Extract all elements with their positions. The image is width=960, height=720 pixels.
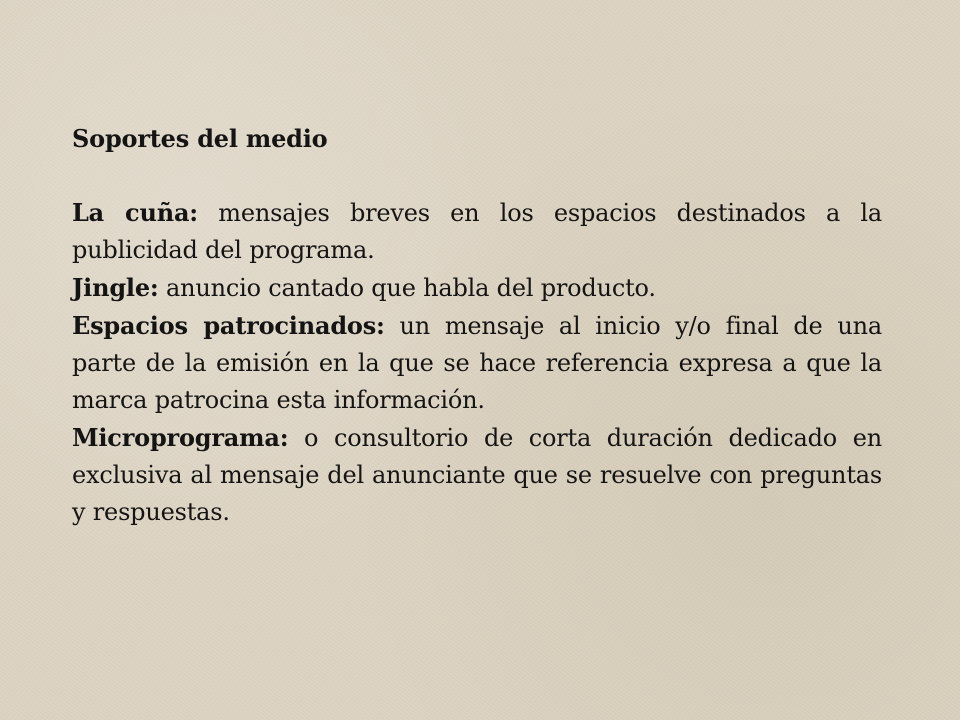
slide-title: Soportes del medio (72, 124, 328, 153)
entry-term: Espacios patrocinados: (72, 311, 385, 340)
entry-definition: anuncio cantado que habla del producto. (158, 274, 656, 302)
entry-microprograma (72, 419, 882, 531)
entry-definition: o consultorio de corta duración dedicado en exclusiva al mensaje del anunciante que se resuelve con preguntas y respuestas. (72, 424, 882, 526)
entry-term: La cuña: (72, 198, 198, 227)
entry-definition: mensajes breves en los espacios destinados a la publicidad del programa. (72, 199, 882, 264)
entry-term: Microprograma: (72, 423, 289, 452)
entry-term: Jingle: (72, 273, 159, 302)
slide-content (72, 120, 882, 531)
entry-la-cuna (72, 194, 882, 269)
entry-jingle (72, 269, 882, 307)
entry-espacios-patrocinados (72, 307, 882, 419)
entry-definition: un mensaje al inicio y/o final de una parte de la emisión en la que se hace referencia expresa a que la marca patrocina esta información. (72, 312, 882, 414)
